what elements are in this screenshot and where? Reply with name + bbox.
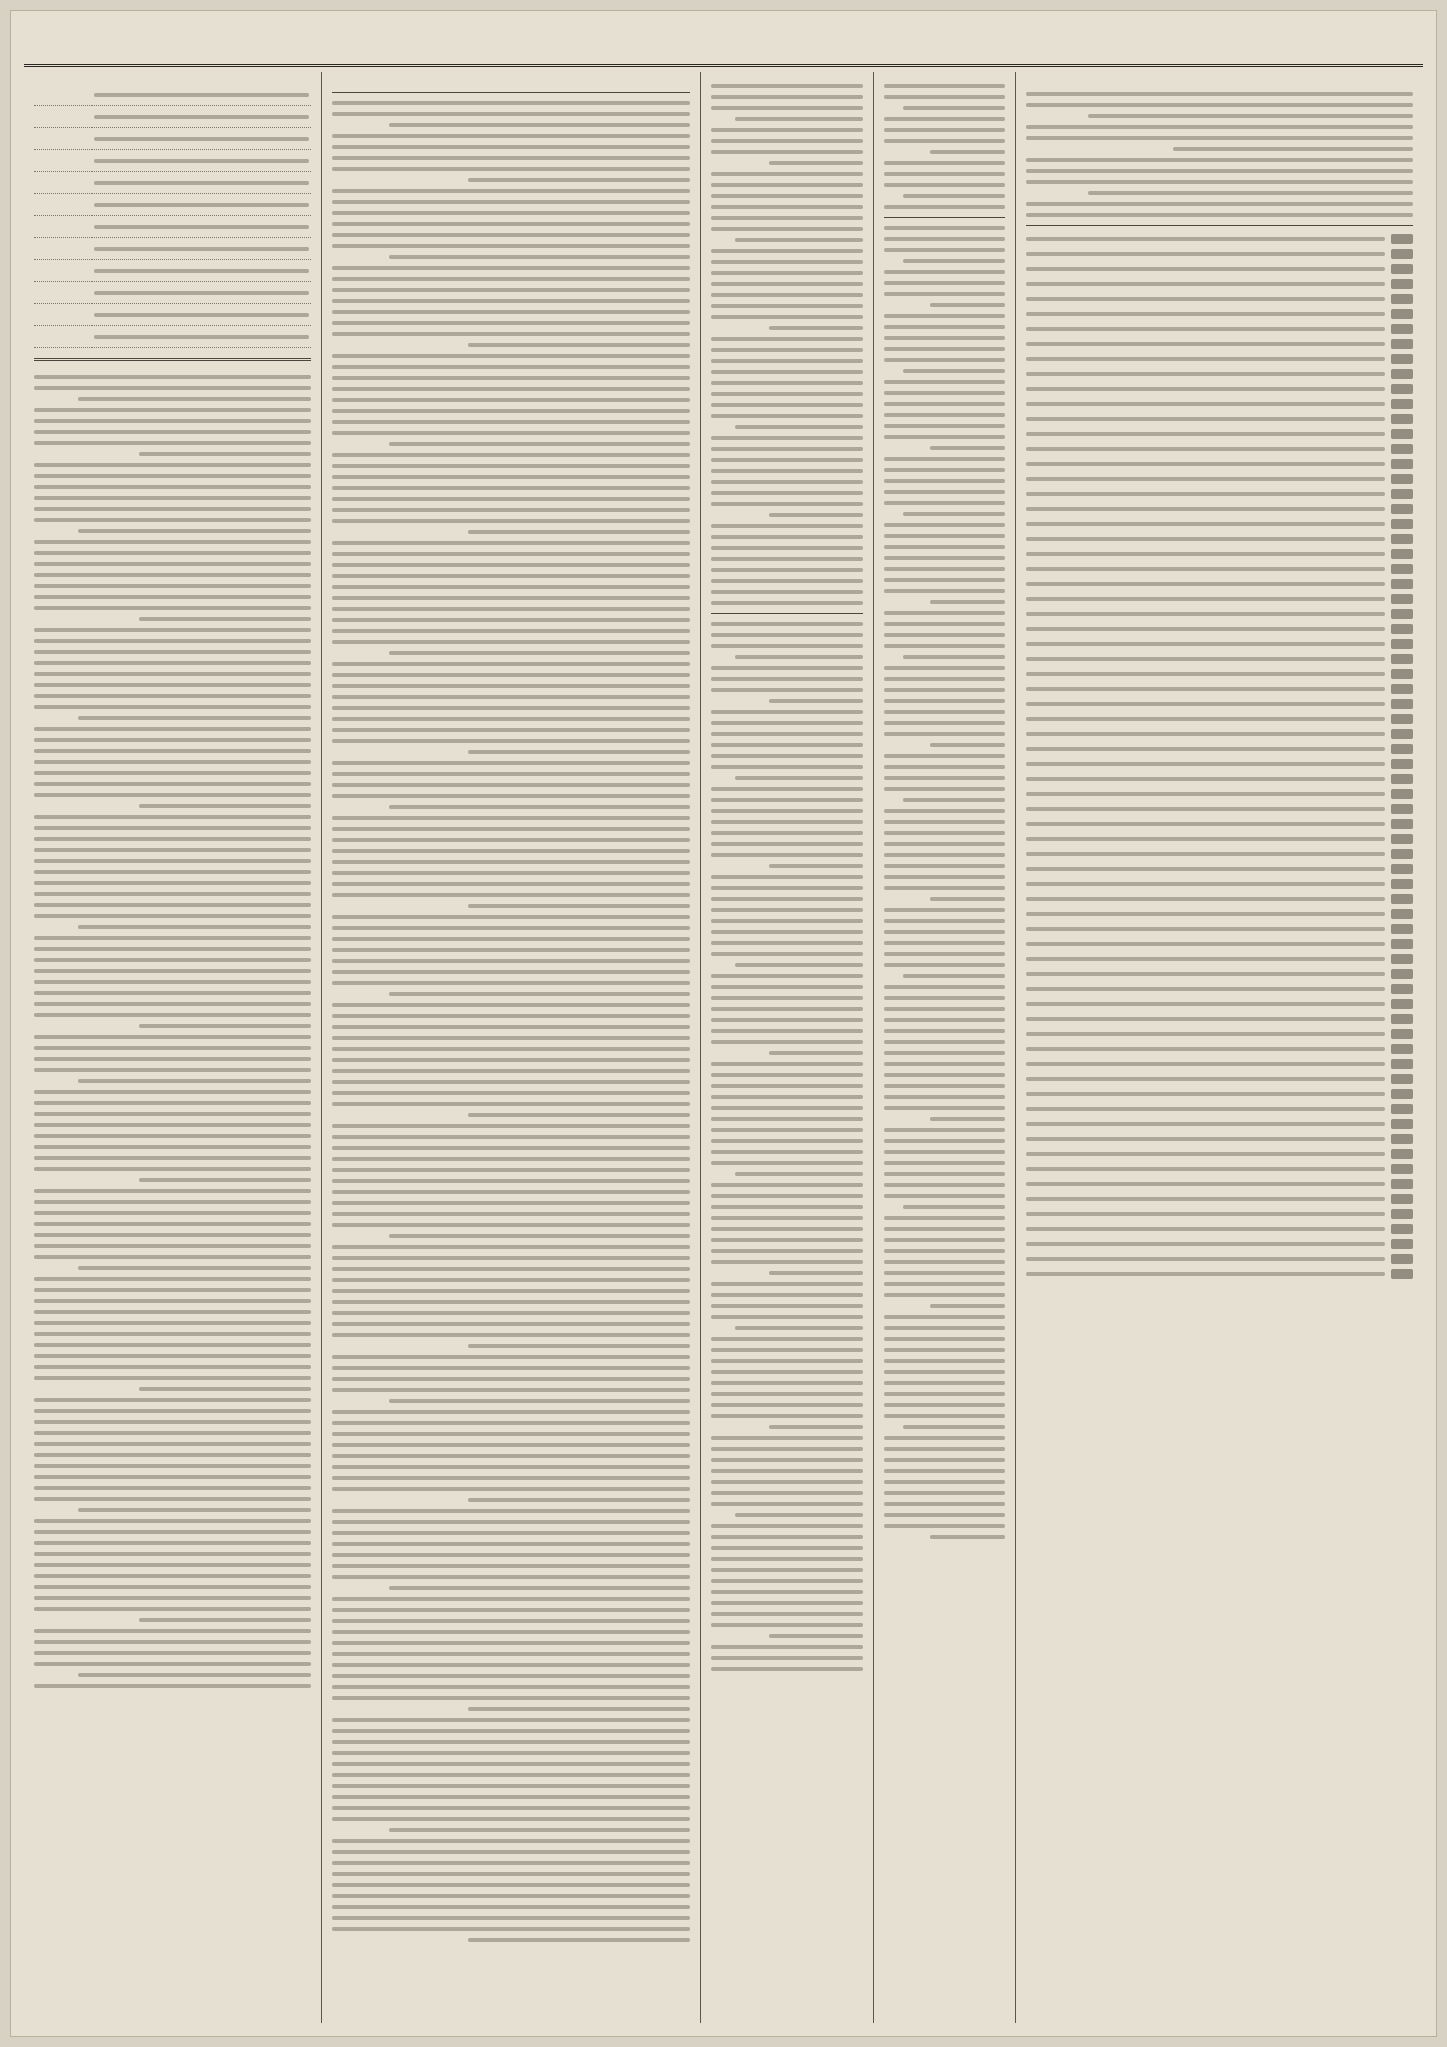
column-3-body <box>711 84 863 605</box>
column-3 <box>700 72 873 2023</box>
newspaper-page <box>10 10 1437 2037</box>
column-2-body-2 <box>884 226 1005 1539</box>
table-row <box>34 304 311 326</box>
expense-table <box>34 84 311 348</box>
column-2-body <box>884 84 1005 209</box>
table-row <box>34 172 311 194</box>
columns <box>24 72 1423 2023</box>
column-4 <box>321 72 700 2023</box>
table-row <box>34 106 311 128</box>
table-row <box>34 282 311 304</box>
table-row <box>34 84 311 106</box>
feature-body <box>332 101 690 1942</box>
table-row <box>34 260 311 282</box>
table-row <box>34 194 311 216</box>
column-2 <box>873 72 1015 2023</box>
masthead <box>24 18 1423 67</box>
column-5 <box>24 72 321 2023</box>
table-row <box>34 128 311 150</box>
table-row <box>34 326 311 348</box>
notice-body <box>34 375 311 1688</box>
table-row <box>34 216 311 238</box>
article-body <box>1026 92 1413 217</box>
table-row <box>34 238 311 260</box>
column-3-body-2 <box>711 622 863 1671</box>
column-1 <box>1015 72 1423 2023</box>
numbered-list <box>1026 234 1413 1279</box>
table-row <box>34 150 311 172</box>
